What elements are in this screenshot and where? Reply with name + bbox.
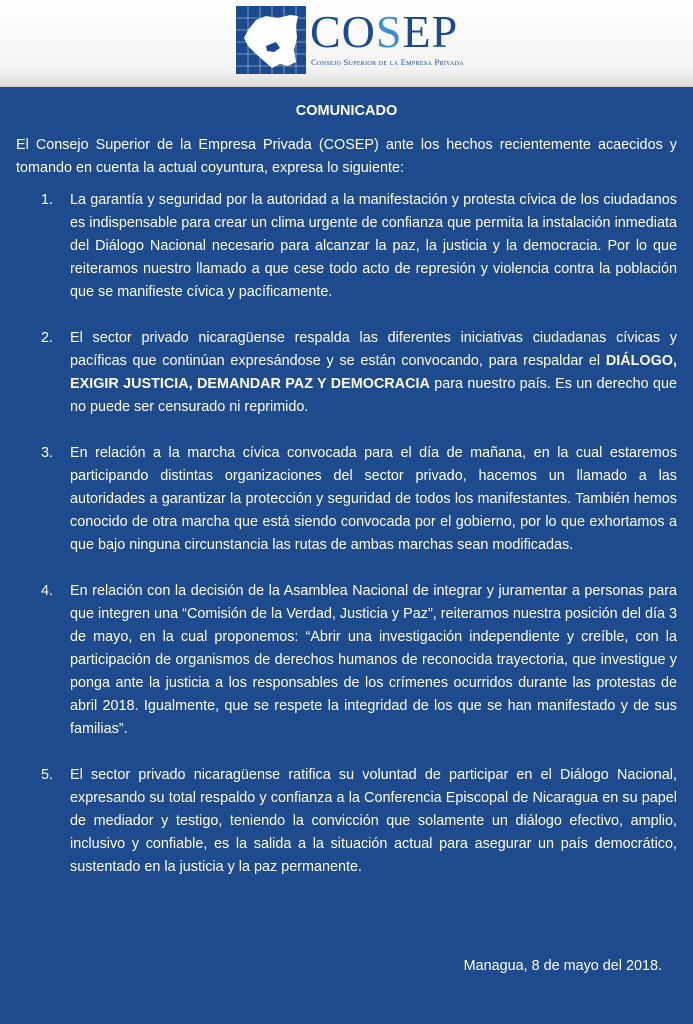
item-number: 5. (41, 767, 54, 783)
nicaragua-map-logo-icon (236, 6, 306, 74)
document-title: COMUNICADO (295, 103, 398, 119)
intro-paragraph: El Consejo Superior de la Empresa Privada (COSEP) ante los hechos recientemente acaecidos y tomando en cuenta la actual coyuntura, expresa lo siguiente: (16, 137, 677, 176)
item-text: En relación a la marcha cívica convocada para el día de mañana, en la cual estaremos participando distintas organizaciones del sector privado, hacemos un llamado a las autoridades a garantizar la protección y seguridad de todos los manifestantes. También hemos conocido de otra marcha que está siendo convocada por el gobierno, por lo que exhortamos a que bajo ninguna circunstancia las rutas de ambas marchas sean modificadas. (70, 445, 677, 553)
item-text: La garantía y seguridad por la autoridad a la manifestación y protesta cívica de los ciudadanos es indispensable para crear un clima urgente de confianza que permita la instalación inmediata del Diálogo Nacional necesario para alcanzar la paz, la justicia y la democracia. Por lo que reiteramos nuestro llamado a que cese todo acto de represión y violencia contra la población que se manifieste cívica y pacíficamente. (70, 192, 677, 300)
item-number: 4. (41, 583, 54, 599)
statement-list (16, 189, 677, 879)
list-item (16, 327, 677, 419)
cosep-logo-text (310, 8, 458, 56)
item-text: En relación con la decisión de la Asamblea Nacional de integrar y juramentar a personas para que integren una “Comisión de la Verdad, Justicia y Paz”, reiteramos nuestra posición del día 3 de mayo, en la cual proponemos: “Abrir una investigación independiente y creíble, con la participación de organismos de derechos humanos de reconocida trayectoria, que investigue y ponga ante la justicia a los responsables de los crímenes ocurridos durante las protestas de abril 2018. Igualmente, que se respete la integridad de los que se han manifestado y de sus familias”. (70, 583, 677, 737)
item-text-emphasis: DIÁLOGO, EXIGIR JUSTICIA, DEMANDAR PAZ Y DEMOCRACIA (70, 353, 677, 392)
communique-body (16, 100, 677, 902)
item-number: 1. (41, 192, 54, 208)
letterhead (0, 0, 693, 87)
list-item (16, 442, 677, 557)
logo-text-accent: S (375, 6, 403, 57)
list-item (16, 764, 677, 879)
list-item (16, 580, 677, 741)
item-text: para nuestro país. Es un derecho que no puede ser censurado ni reprimido. (70, 376, 677, 415)
logo-text-rest: EP (402, 6, 459, 57)
item-text: El sector privado nicaragüense respalda las diferentes iniciativas ciudadanas cívicas y pacíficas que continúan expresándose y se están convocando, para respaldar el (70, 330, 677, 369)
item-number: 2. (41, 330, 54, 346)
list-item (16, 189, 677, 304)
item-number: 3. (41, 445, 54, 461)
item-text: El sector privado nicaragüense ratifica su voluntad de participar en el Diálogo Nacional, expresando su total respaldo y confianza a la Conferencia Episcopal de Nicaragua en su papel de mediador y testigo, teniendo la convicción que solamente un diálogo efectivo, amplio, inclusivo y confiable, es la salida a la situación actual para asegurar un país democrático, sustentado en la justicia y la paz permanente. (70, 767, 677, 875)
logo-text-co: CO (310, 6, 376, 57)
date-line: Managua, 8 de mayo del 2018. (463, 958, 662, 974)
logo-subtitle: Consejo Superior de la Empresa Privada (311, 57, 464, 67)
